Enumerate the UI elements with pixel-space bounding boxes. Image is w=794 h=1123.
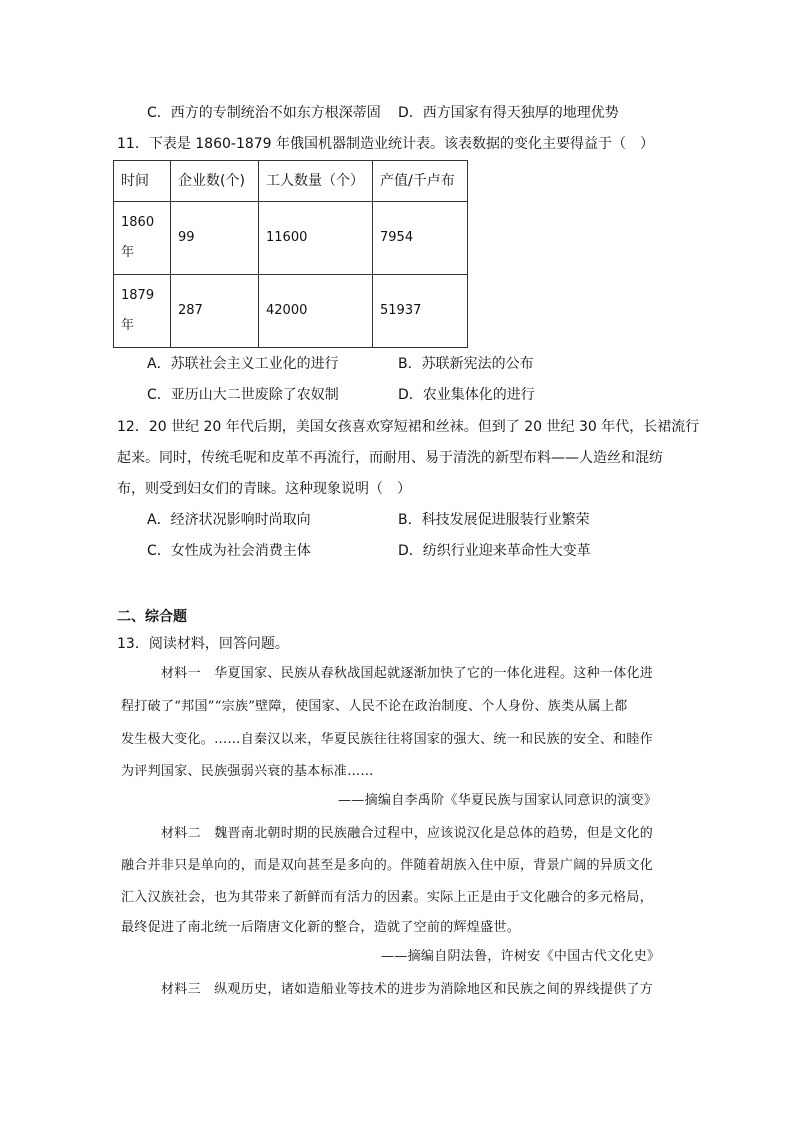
table-row: [114, 202, 468, 275]
q12-stem-line: 起来。同时，传统毛呢和皮革不再流行，而耐用、易于清洗的新型布料——人造丝和混纺: [117, 450, 663, 466]
q10-option-d: D．西方国家有得天独厚的地理优势: [398, 105, 619, 121]
material-2-line: 最终促进了南北统一后隋唐文化新的整合，造就了空前的辉煌盛世。: [121, 920, 521, 935]
table-cell: 11600: [259, 202, 373, 275]
table-header-cell: 时间: [114, 161, 171, 202]
material-2-source: ——摘编自阴法鲁，许树安《中国古代文化史》: [381, 949, 661, 964]
q11-stem: 11．下表是 1860-1879 年俄国机器制造业统计表。该表数据的变化主要得益于（ ）: [117, 136, 655, 152]
year-unit: 年: [121, 318, 135, 333]
material-2-line: 融合并非只是单向的，而是双向甚至是多向的。伴随着胡族入住中原，背景广阔的异质文化: [121, 858, 654, 873]
table-header-row: [114, 161, 468, 202]
year-value: 1879: [121, 288, 155, 303]
year-value: 1860: [121, 215, 155, 230]
table-year-cell: [114, 275, 171, 348]
year-unit: 年: [121, 245, 135, 260]
q12-option-d: D．纺织行业迎来革命性大变革: [398, 543, 591, 559]
q12-option-b: B．科技发展促进服装行业繁荣: [398, 512, 590, 528]
table-row: [114, 275, 468, 348]
q12-option-a: A．经济状况影响时尚取向: [147, 512, 311, 528]
q13-stem: 13．阅读材料，回答问题。: [117, 636, 289, 652]
material-1-source: ——摘编自李禹阶《华夏民族与国家认同意识的演变》: [338, 793, 658, 808]
material-1-line: 为评判国家、民族强弱兴衰的基本标准……: [121, 764, 374, 779]
q11-option-c: C．亚历山大二世废除了农奴制: [147, 387, 339, 403]
table-cell: 7954: [373, 202, 468, 275]
q12-stem-line: 布，则受到妇女们的青睐。这种现象说明（ ）: [117, 481, 411, 497]
section-title: 二、综合题: [117, 609, 187, 625]
material-2-line: 材料二 魏晋南北朝时期的民族融合过程中，应该说汉化是总体的趋势，但是文化的: [161, 826, 654, 841]
table-cell: 99: [171, 202, 259, 275]
material-1-line: 发生极大变化。……自秦汉以来，华夏民族往往将国家的强大、统一和民族的安全、和睦作: [121, 732, 654, 747]
q11-option-b: B．苏联新宪法的公布: [398, 356, 534, 372]
material-1-line: 程打破了“邦国”“宗族”壁障，使国家、人民不论在政治制度、个人身份、族类从属上都: [121, 699, 628, 714]
table-header-cell: 产值/千卢布: [373, 161, 468, 202]
table-header-cell: 工人数量（个）: [259, 161, 373, 202]
material-1-line: 材料一 华夏国家、民族从春秋战国起就逐渐加快了它的一体化进程。这种一体化进: [161, 666, 654, 681]
q12-option-c: C．女性成为社会消费主体: [147, 543, 311, 559]
q12-stem-line: 12．20 世纪 20 年代后期，美国女孩喜欢穿短裙和丝袜。但到了 20 世纪 30 年代，长裙流行: [117, 419, 700, 435]
q10-option-c: C．西方的专制统治不如东方根深蒂固: [147, 105, 381, 121]
table-year-cell: [114, 202, 171, 275]
q11-option-a: A．苏联社会主义工业化的进行: [147, 356, 339, 372]
table-cell: 42000: [259, 275, 373, 348]
q11-stats-table: [113, 160, 468, 348]
material-3-line: 材料三 纵观历史，诸如造船业等技术的进步为消除地区和民族之间的界线提供了方: [161, 982, 654, 997]
table-header-cell: 企业数(个): [171, 161, 259, 202]
material-2-line: 汇入汉族社会，也为其带来了新鲜而有活力的因素。实际上正是由于文化融合的多元格局，: [121, 890, 654, 905]
q11-option-d: D．农业集体化的进行: [398, 387, 535, 403]
table-cell: 287: [171, 275, 259, 348]
table-cell: 51937: [373, 275, 468, 348]
